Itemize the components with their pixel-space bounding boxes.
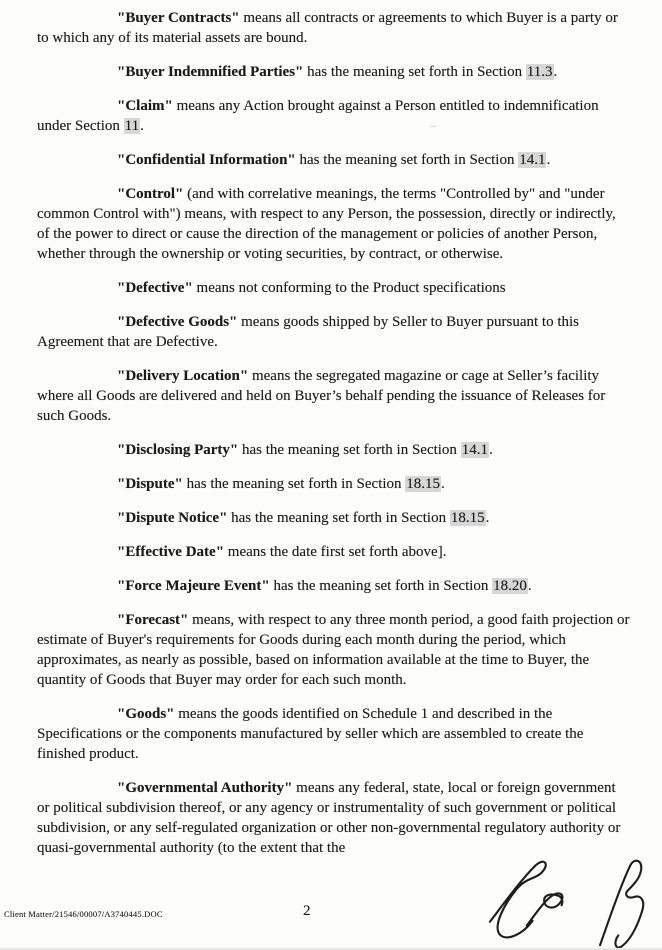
section-ref: 11 bbox=[124, 118, 140, 134]
definition-paragraph bbox=[37, 508, 631, 528]
definition-body: means goods shipped by Seller to Buyer pursuant to this Agreement that are Defective. bbox=[37, 314, 580, 350]
definition-body: has the meaning set forth in Section bbox=[182, 476, 406, 492]
defined-term: "Goods" bbox=[117, 706, 175, 722]
definition-tail: . bbox=[485, 510, 490, 526]
definition-body: means not conforming to the Product specifications bbox=[192, 280, 506, 296]
definition-paragraph bbox=[37, 778, 631, 858]
definition-tail: . bbox=[553, 64, 558, 80]
defined-term: "Force Majeure Event" bbox=[117, 578, 270, 594]
definition-tail: . bbox=[140, 118, 144, 134]
definition-paragraph bbox=[37, 542, 631, 562]
definition-body: has the meaning set forth in Section bbox=[238, 442, 461, 458]
section-ref: 14.1 bbox=[461, 442, 488, 458]
section-ref: 18.20 bbox=[493, 578, 527, 594]
defined-term: "Claim" bbox=[117, 98, 173, 114]
definition-body: means all contracts or agreements to which Buyer is a party or to which any of its material assets are bound. bbox=[37, 10, 618, 46]
definition-tail: . bbox=[441, 476, 445, 492]
definition-body: means, with respect to any three month period, a good faith projection or estimate of Buyer's requirements for Goods during each month during the period, which approximates, as nearly as possible, based on information available at the time to Buyer, the quantity of Goods that Buyer may order for each such month. bbox=[37, 612, 630, 688]
definition-paragraph bbox=[37, 62, 631, 82]
section-ref: 18.15 bbox=[406, 476, 441, 492]
definition-paragraph bbox=[37, 8, 631, 48]
definition-paragraph bbox=[37, 312, 631, 352]
defined-term: "Dispute" bbox=[117, 476, 183, 492]
definition-paragraph bbox=[37, 440, 631, 460]
definition-paragraph bbox=[37, 576, 631, 596]
definition-body: has the meaning set forth in Section bbox=[269, 578, 493, 594]
definition-paragraph bbox=[37, 366, 631, 426]
definition-body: means the segregated magazine or cage at Seller’s facility where all Goods are delivered and held on Buyer’s behalf pending the issuance of Releases for such Goods. bbox=[37, 368, 606, 424]
definition-paragraph bbox=[37, 184, 631, 264]
definition-body: means the date first set forth above]. bbox=[224, 544, 447, 560]
definition-tail: . bbox=[527, 578, 532, 594]
definition-paragraph bbox=[37, 474, 631, 494]
page-number: 2 bbox=[303, 903, 311, 919]
definition-body: has the meaning set forth in Section bbox=[227, 510, 450, 526]
defined-term: "Dispute Notice" bbox=[117, 510, 228, 526]
defined-term: "Forecast" bbox=[117, 612, 189, 628]
defined-term: "Buyer Contracts" bbox=[117, 10, 240, 26]
defined-term: "Effective Date" bbox=[117, 544, 225, 560]
definition-body: means any federal, state, local or foreign government or political subdivision thereof, or any agency or instrumentality of such government or political subdivision, or any self-regulated organization or other non-governmental regulatory authority or quasi-governmental authority (to the extent that the bbox=[37, 780, 621, 856]
definition-body: means the goods identified on Schedule 1 and described in the Specifications or the components manufactured by seller which are assembled to create the finished product. bbox=[37, 706, 584, 762]
definition-paragraph bbox=[37, 278, 631, 298]
definition-paragraph bbox=[37, 704, 631, 764]
defined-term: "Governmental Authority" bbox=[117, 780, 293, 796]
section-ref: 18.15 bbox=[450, 510, 485, 526]
definition-body: has the meaning set forth in Section bbox=[303, 64, 526, 80]
definition-body: has the meaning set forth in Section bbox=[295, 152, 519, 168]
footer-doc-id: Client Matter/21546/00007/A3740445.DOC bbox=[4, 909, 163, 919]
definition-paragraph bbox=[37, 150, 631, 170]
handwritten-initials-se-icon bbox=[483, 852, 585, 944]
definition-paragraph bbox=[37, 610, 631, 690]
definition-paragraph bbox=[37, 96, 631, 136]
section-ref: 11.3 bbox=[526, 64, 553, 80]
handwritten-initials-b-icon bbox=[590, 852, 660, 948]
defined-term: "Control" bbox=[117, 186, 184, 202]
definitions-text-block bbox=[37, 8, 631, 872]
defined-term: "Defective" bbox=[117, 280, 193, 296]
definition-tail: . bbox=[488, 442, 493, 458]
defined-term: "Confidential Information" bbox=[117, 152, 296, 168]
definition-body: means any Action brought against a Person entitled to indemnification under Section bbox=[37, 98, 599, 134]
defined-term: "Disclosing Party" bbox=[117, 442, 239, 458]
definition-body: (and with correlative meanings, the terms "Controlled by" and "under common Control with") means, with respect to any Person, the possession, directly or indirectly, of the power to direct or cause the direction of the management or policies of another Person, whether through the ownership or voting securities, by contract, or otherwise. bbox=[37, 186, 616, 262]
defined-term: "Defective Goods" bbox=[117, 314, 238, 330]
defined-term: "Buyer Indemnified Parties" bbox=[117, 64, 304, 80]
section-ref: 14.1 bbox=[519, 152, 546, 168]
scan-artifact: ~ bbox=[429, 120, 437, 134]
defined-term: "Delivery Location" bbox=[117, 368, 249, 384]
definition-tail: . bbox=[546, 152, 551, 168]
